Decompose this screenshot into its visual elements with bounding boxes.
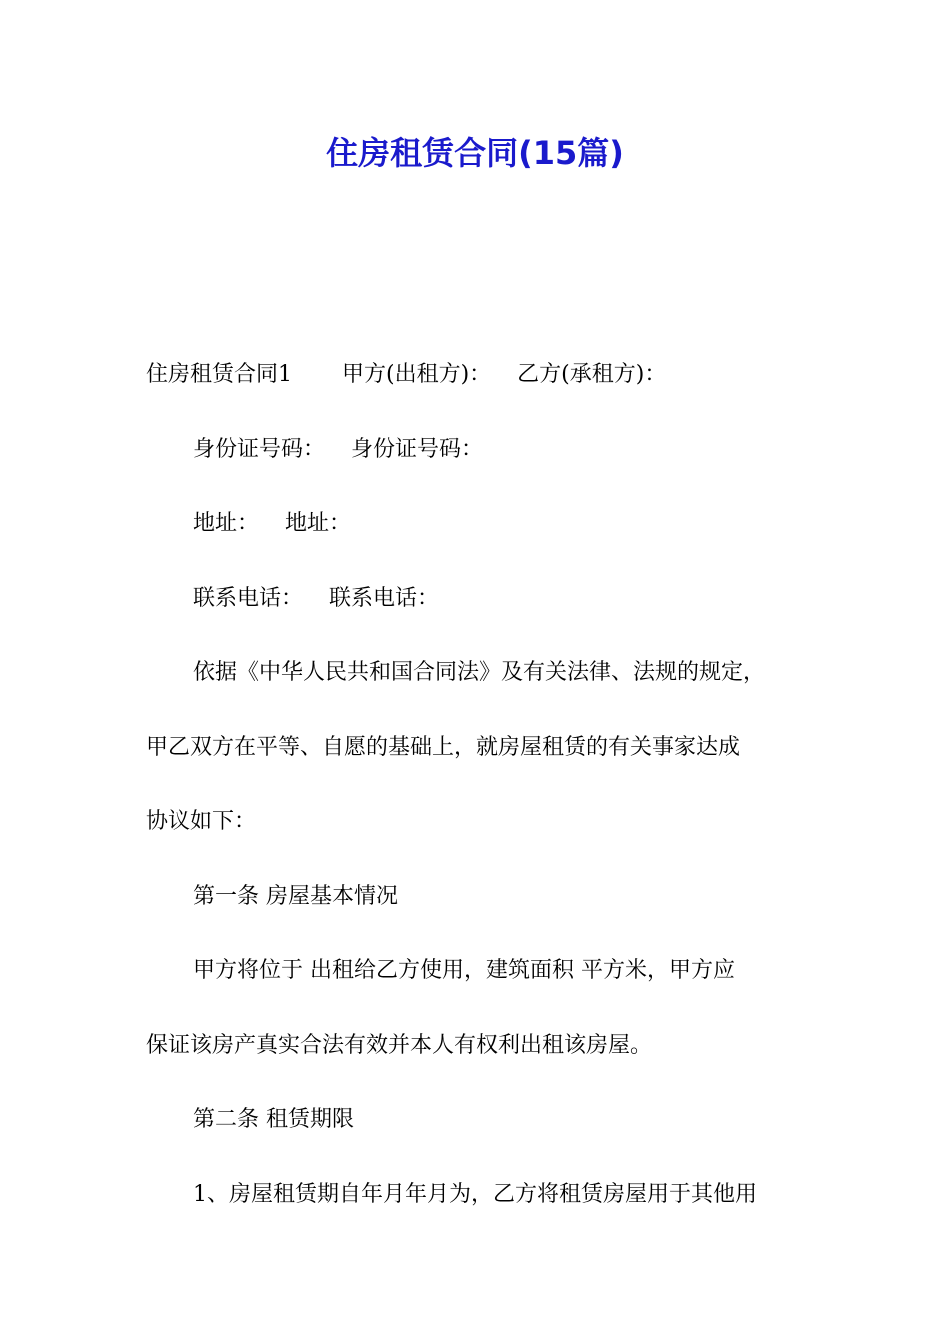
- id-label-b: 身份证号码：: [351, 436, 484, 462]
- address-label-a: 地址：: [193, 511, 260, 536]
- article-1-line-1: 甲方将位于 出租给乙方使用，建筑面积 平方米，甲方应: [193, 958, 735, 983]
- contract-heading-line: [146, 338, 836, 413]
- phone-line: [146, 562, 836, 637]
- article-1-title: 第一条 房屋基本情况: [193, 883, 398, 909]
- article-1-line-2: 保证该房产真实合法有效并本人有权利出租该房屋。: [146, 1032, 653, 1058]
- article-2-title: 第二条 租赁期限: [193, 1107, 354, 1132]
- document-body: [146, 338, 836, 1232]
- party-b-label: 乙方(承租方)：: [517, 362, 667, 387]
- party-a-label: 甲方(出租方)：: [342, 362, 492, 387]
- intro-paragraph-line-1: 依据《中华人民共和国合同法》及有关法律、法规的规定，: [193, 660, 766, 685]
- document-title: 住房租赁合同(15篇): [326, 134, 624, 172]
- intro-paragraph-line-2: 甲乙双方在平等、自愿的基础上，就房屋租赁的有关事家达成: [146, 734, 741, 760]
- id-label-a: 身份证号码：: [193, 436, 326, 462]
- phone-label-b: 联系电话：: [329, 585, 440, 611]
- address-line: [146, 487, 836, 562]
- id-line: [146, 413, 836, 488]
- intro-paragraph-line-3: 协议如下：: [146, 809, 257, 834]
- phone-label-a: 联系电话：: [193, 585, 304, 611]
- article-2-line-1: 1、房屋租赁期自年月年月为，乙方将租赁房屋用于其他用: [193, 1181, 757, 1207]
- address-label-b: 地址：: [285, 511, 352, 536]
- contract-heading: 住房租赁合同1: [146, 362, 292, 387]
